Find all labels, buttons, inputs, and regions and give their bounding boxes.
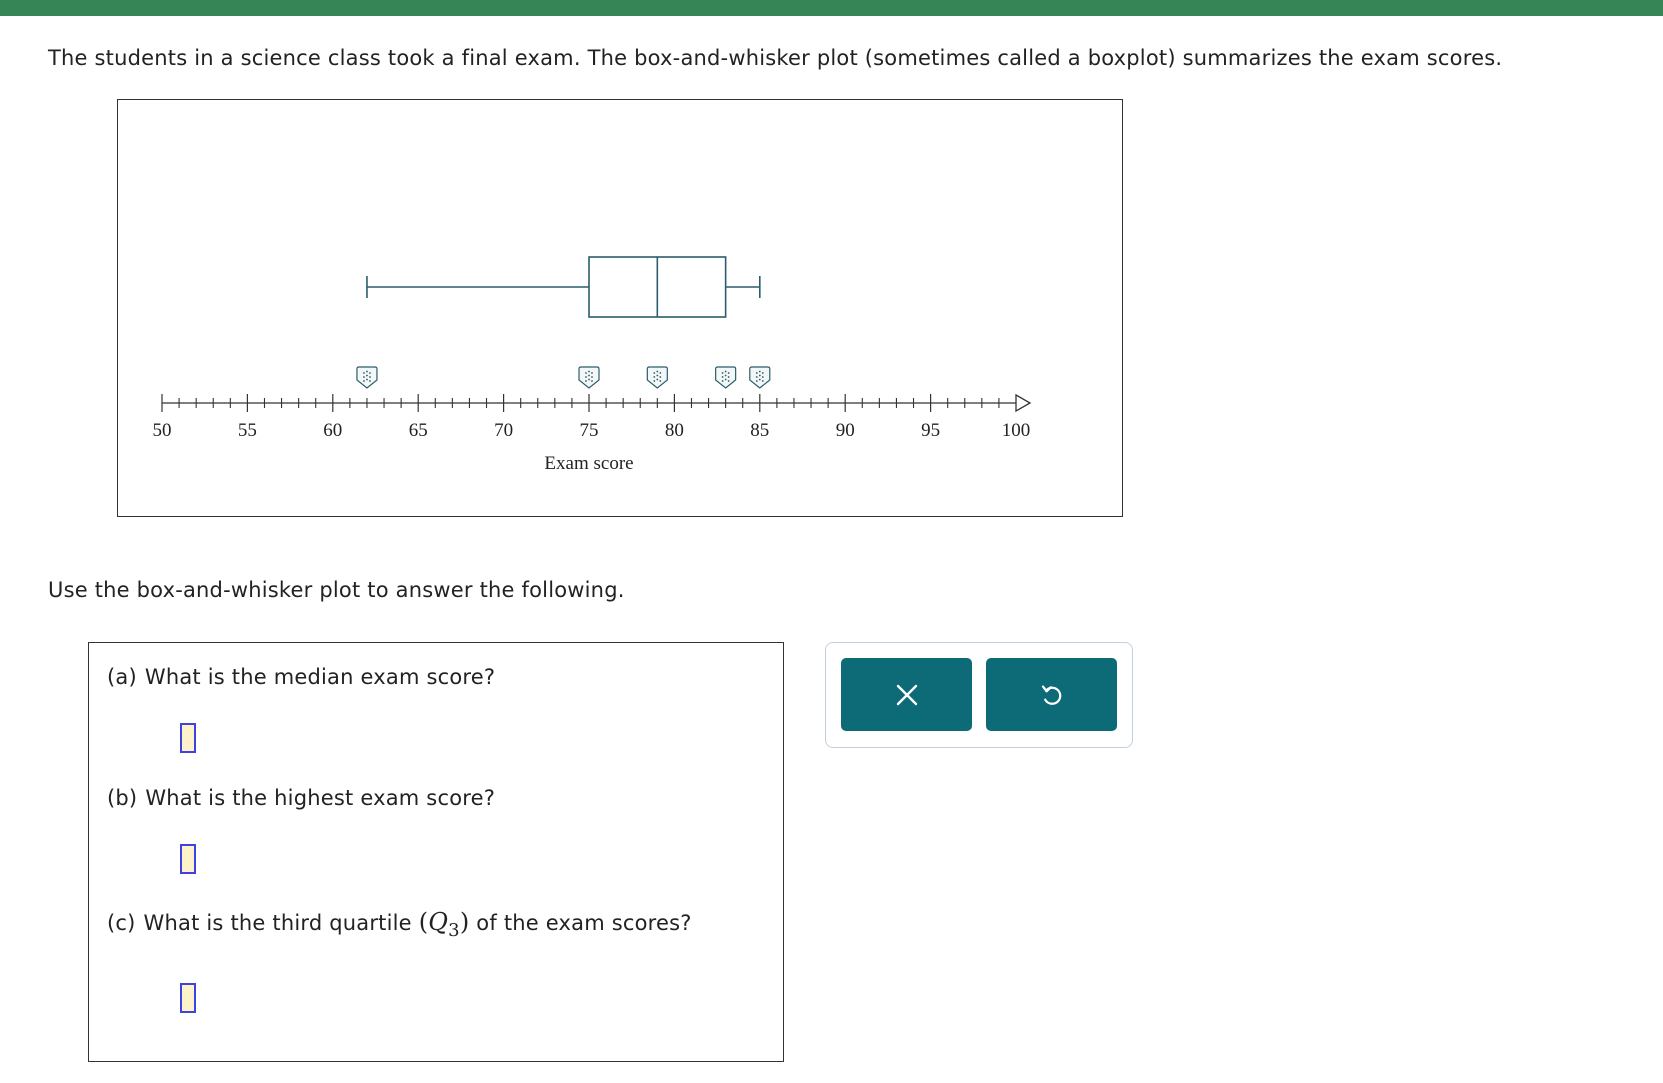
- undo-button[interactable]: [986, 658, 1117, 731]
- question-c: [107, 908, 692, 941]
- question-b: [107, 786, 495, 810]
- tick-label: 85: [750, 420, 770, 441]
- question-c-text-end: of the exam scores?: [476, 911, 692, 935]
- x-icon: [895, 683, 919, 707]
- x-axis-label: Exam score: [544, 453, 634, 474]
- x-axis-arrow: [1016, 395, 1030, 411]
- boxplot-chart: [118, 100, 1122, 516]
- answer-input-highest[interactable]: [180, 844, 196, 874]
- tick-label: 75: [579, 420, 599, 441]
- tick-label: 80: [664, 420, 684, 441]
- answer-input-q3[interactable]: [180, 983, 196, 1013]
- question-c-text: What is the third quartile: [143, 911, 412, 935]
- tick-label: 55: [237, 420, 257, 441]
- question-b-text: What is the highest exam score?: [145, 786, 496, 810]
- answer-input-median[interactable]: [180, 723, 196, 753]
- instruction-text: Use the box-and-whisker plot to answer the following.: [48, 578, 625, 602]
- tick-label: 60: [323, 420, 343, 441]
- tick-label: 100: [1001, 420, 1031, 441]
- drag-handle-icon[interactable]: [357, 367, 377, 388]
- question-a: [107, 665, 495, 689]
- problem-intro: The students in a science class took a final exam. The box-and-whisker plot (sometimes called a boxplot) summarizes the exam scores.: [48, 46, 1503, 70]
- questions-panel: [88, 642, 784, 1062]
- drag-handle-icon[interactable]: [750, 367, 770, 388]
- q3-symbol: $(Q_3)$: [418, 908, 470, 941]
- drag-handle-icon[interactable]: [647, 367, 667, 388]
- question-a-text: What is the median exam score?: [144, 665, 496, 689]
- undo-icon: [1039, 682, 1065, 708]
- top-bar: [0, 0, 1663, 16]
- boxplot-panel: [117, 99, 1123, 517]
- question-b-label: (b): [107, 786, 138, 810]
- drag-handle-icon[interactable]: [716, 367, 736, 388]
- tick-label: 95: [921, 420, 941, 441]
- question-a-label: (a): [107, 665, 137, 689]
- drag-handle-icon[interactable]: [579, 367, 599, 388]
- tick-label: 50: [152, 420, 172, 441]
- tick-label: 70: [494, 420, 514, 441]
- tick-label: 65: [408, 420, 428, 441]
- clear-button[interactable]: [841, 658, 972, 731]
- question-c-label: (c): [107, 911, 136, 935]
- action-panel: [825, 642, 1133, 748]
- tick-label: 90: [835, 420, 855, 441]
